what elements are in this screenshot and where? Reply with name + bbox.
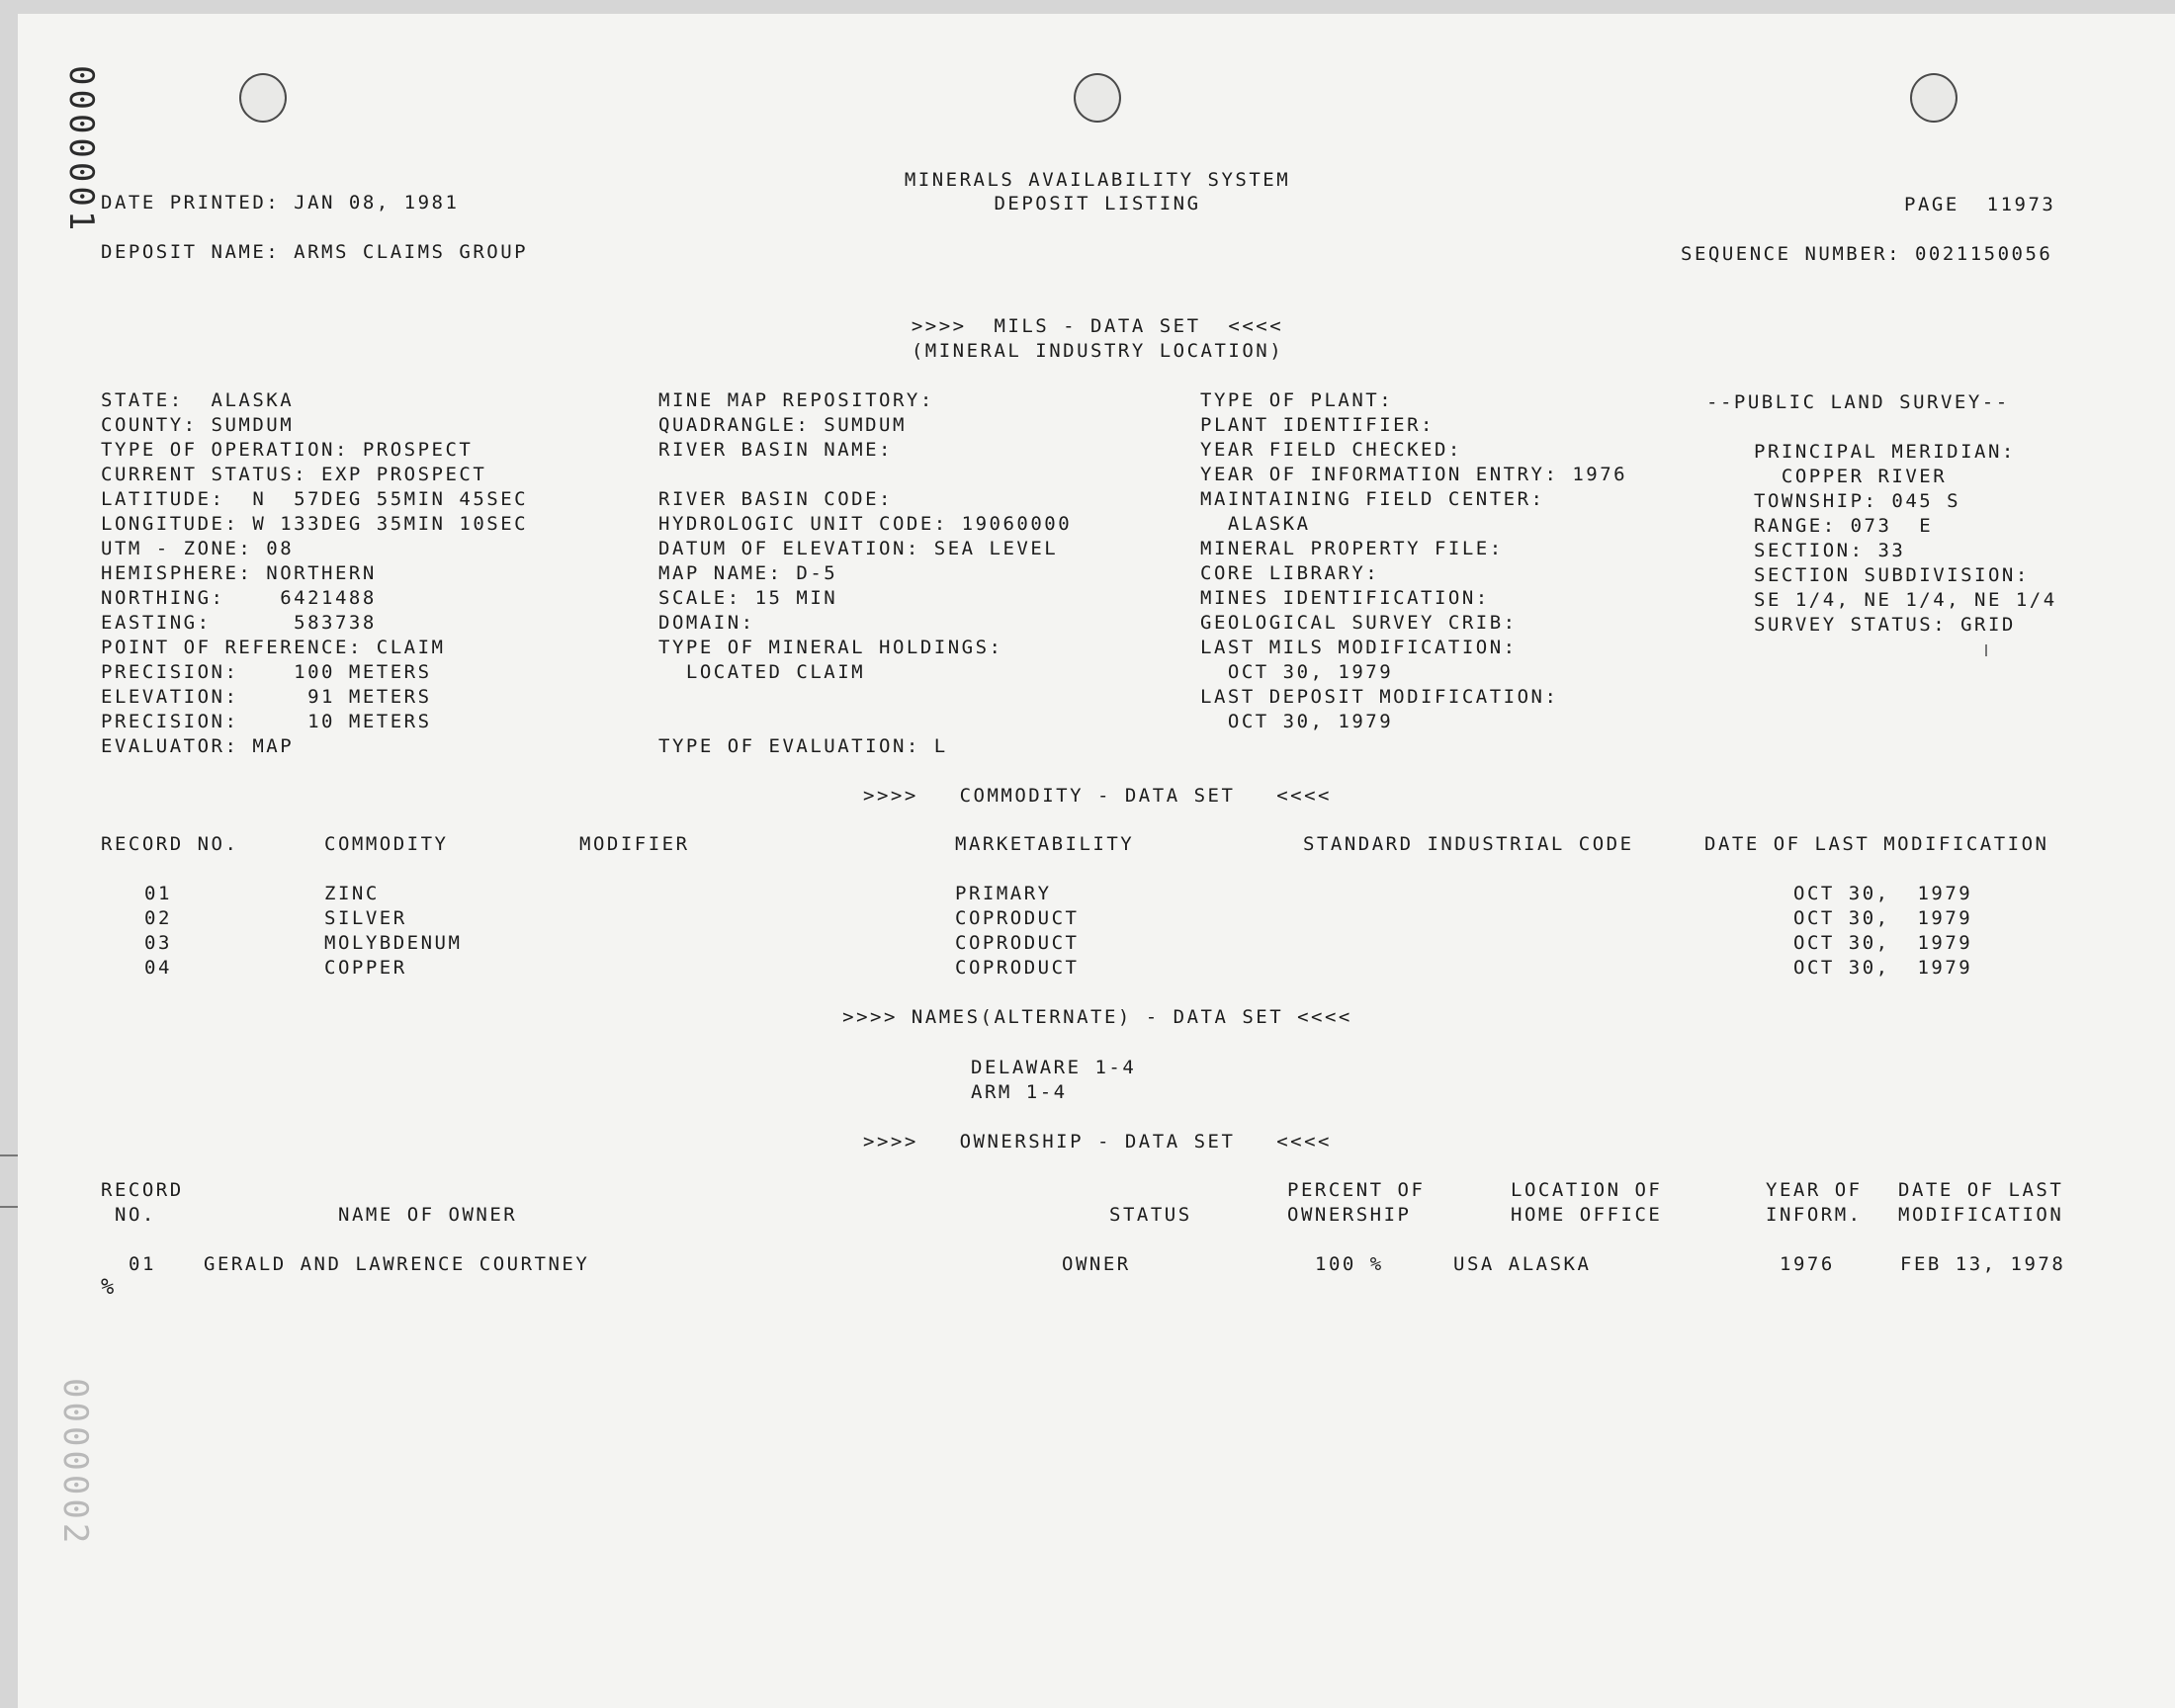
col-modification: MODIFICATION xyxy=(1898,1204,2064,1226)
col-percent-of: PERCENT OF xyxy=(1287,1179,1426,1201)
year-of-information-entry-field: YEAR OF INFORMATION ENTRY: 1976 xyxy=(1200,464,1628,485)
record-no-cell: 01 xyxy=(144,883,172,904)
date-cell: OCT 30, 1979 xyxy=(1793,883,1973,904)
col-record-no: NO. xyxy=(115,1204,156,1226)
mineral-holdings-value: LOCATED CLAIM xyxy=(658,661,866,683)
public-land-survey-title: --PUBLIC LAND SURVEY-- xyxy=(1706,391,2010,413)
hemisphere-field: HEMISPHERE: NORTHERN xyxy=(101,562,377,584)
deposit-name: DEPOSIT NAME: ARMS CLAIMS GROUP xyxy=(101,241,529,263)
mines-identification-field: MINES IDENTIFICATION: xyxy=(1200,587,1490,609)
record-no-cell: 01 xyxy=(129,1253,156,1275)
col-date-of-last: DATE OF LAST xyxy=(1898,1179,2064,1201)
stray-mark xyxy=(1985,644,1987,656)
mils-section-subtitle: (MINERAL INDUSTRY LOCATION) xyxy=(911,340,1284,362)
elevation-field: ELEVATION: 91 METERS xyxy=(101,686,432,708)
mils-section-title: >>>> MILS - DATA SET <<<< xyxy=(911,315,1284,337)
datum-of-elevation-field: DATUM OF ELEVATION: SEA LEVEL xyxy=(658,538,1059,559)
evaluator-field: EVALUATOR: MAP xyxy=(101,735,295,757)
survey-status-field: SURVEY STATUS: GRID xyxy=(1754,614,2016,636)
mineral-holdings-field: TYPE OF MINERAL HOLDINGS: xyxy=(658,637,1003,658)
col-name-of-owner: NAME OF OWNER xyxy=(338,1204,518,1226)
commodity-cell: ZINC xyxy=(324,883,380,904)
col-location-of: LOCATION OF xyxy=(1511,1179,1663,1201)
commodity-cell: MOLYBDENUM xyxy=(324,932,463,954)
page-number: PAGE 11973 xyxy=(1904,194,2056,215)
section-subdivision-value: SE 1/4, NE 1/4, NE 1/4 xyxy=(1754,589,2057,611)
ownership-section-title: >>>> OWNERSHIP - DATA SET <<<< xyxy=(863,1131,1332,1153)
plant-identifier-field: PLANT IDENTIFIER: xyxy=(1200,414,1435,436)
mineral-property-file-field: MINERAL PROPERTY FILE: xyxy=(1200,538,1504,559)
home-office-cell: USA ALASKA xyxy=(1453,1253,1592,1275)
year-field-checked-field: YEAR FIELD CHECKED: xyxy=(1200,439,1462,461)
section-subdivision-field: SECTION SUBDIVISION: xyxy=(1754,564,2030,586)
type-of-operation-field: TYPE OF OPERATION: PROSPECT xyxy=(101,439,474,461)
last-deposit-modification-value: OCT 30, 1979 xyxy=(1200,711,1394,732)
system-title: MINERALS AVAILABILITY SYSTEM xyxy=(904,169,1291,191)
maintaining-field-center-value: ALASKA xyxy=(1200,513,1311,535)
principal-meridian-field: PRINCIPAL MERIDIAN: xyxy=(1754,441,2016,463)
sequence-number: SEQUENCE NUMBER: 0021150056 xyxy=(1681,243,2053,265)
type-of-evaluation-field: TYPE OF EVALUATION: L xyxy=(658,735,948,757)
type-of-plant-field: TYPE OF PLANT: xyxy=(1200,389,1394,411)
scale-field: SCALE: 15 MIN xyxy=(658,587,838,609)
col-record: RECORD xyxy=(101,1179,184,1201)
col-marketability: MARKETABILITY xyxy=(955,833,1135,855)
end-of-record-mark: % xyxy=(101,1275,115,1300)
col-inform: INFORM. xyxy=(1766,1204,1863,1226)
map-name-field: MAP NAME: D-5 xyxy=(658,562,838,584)
record-no-cell: 04 xyxy=(144,957,172,979)
principal-meridian-value: COPPER RIVER xyxy=(1754,466,1948,487)
marketability-cell: COPRODUCT xyxy=(955,907,1080,929)
marketability-cell: COPRODUCT xyxy=(955,932,1080,954)
col-record-no: RECORD NO. xyxy=(101,833,239,855)
alternate-name-item: ARM 1-4 xyxy=(971,1081,1068,1103)
river-basin-code-field: RIVER BASIN CODE: xyxy=(658,488,893,510)
last-deposit-modification-field: LAST DEPOSIT MODIFICATION: xyxy=(1200,686,1559,708)
last-mils-modification-value: OCT 30, 1979 xyxy=(1200,661,1394,683)
col-home-office: HOME OFFICE xyxy=(1511,1204,1663,1226)
listing-title: DEPOSIT LISTING xyxy=(994,193,1201,214)
record-no-cell: 03 xyxy=(144,932,172,954)
col-modifier: MODIFIER xyxy=(579,833,690,855)
quadrangle-field: QUADRANGLE: SUMDUM xyxy=(658,414,907,436)
names-section-title: >>>> NAMES(ALTERNATE) - DATA SET <<<< xyxy=(842,1006,1352,1028)
margin-serial-stamp-faint: 0000002 xyxy=(55,1378,95,1548)
county-field: COUNTY: SUMDUM xyxy=(101,414,295,436)
owner-name-cell: GERALD AND LAWRENCE COURTNEY xyxy=(204,1253,590,1275)
domain-field: DOMAIN: xyxy=(658,612,755,634)
alternate-name-item: DELAWARE 1-4 xyxy=(971,1057,1137,1078)
margin-serial-stamp: 0000001 xyxy=(61,65,101,235)
geological-survey-crib-field: GEOLOGICAL SURVEY CRIB: xyxy=(1200,612,1518,634)
marketability-cell: PRIMARY xyxy=(955,883,1052,904)
date-cell: OCT 30, 1979 xyxy=(1793,957,1973,979)
section-field: SECTION: 33 xyxy=(1754,540,1906,561)
last-modification-cell: FEB 13, 1978 xyxy=(1900,1253,2066,1275)
longitude-field: LONGITUDE: W 133DEG 35MIN 10SEC xyxy=(101,513,529,535)
easting-field: EASTING: 583738 xyxy=(101,612,377,634)
commodity-cell: COPPER xyxy=(324,957,407,979)
col-ownership: OWNERSHIP xyxy=(1287,1204,1412,1226)
latitude-field: LATITUDE: N 57DEG 55MIN 45SEC xyxy=(101,488,529,510)
last-mils-modification-field: LAST MILS MODIFICATION: xyxy=(1200,637,1518,658)
date-cell: OCT 30, 1979 xyxy=(1793,907,1973,929)
date-cell: OCT 30, 1979 xyxy=(1793,932,1973,954)
col-standard-industrial-code: STANDARD INDUSTRIAL CODE xyxy=(1303,833,1634,855)
utm-zone-field: UTM - ZONE: 08 xyxy=(101,538,295,559)
state-field: STATE: ALASKA xyxy=(101,389,295,411)
mine-map-repository-field: MINE MAP REPOSITORY: xyxy=(658,389,934,411)
col-year-of: YEAR OF xyxy=(1766,1179,1863,1201)
date-printed: DATE PRINTED: JAN 08, 1981 xyxy=(101,192,460,214)
percent-cell: 100 % xyxy=(1315,1253,1384,1275)
range-field: RANGE: 073 E xyxy=(1754,515,1934,537)
commodity-cell: SILVER xyxy=(324,907,407,929)
northing-field: NORTHING: 6421488 xyxy=(101,587,377,609)
precision-field: PRECISION: 100 METERS xyxy=(101,661,432,683)
elevation-precision-field: PRECISION: 10 METERS xyxy=(101,711,432,732)
record-no-cell: 02 xyxy=(144,907,172,929)
col-date-of-last-modification: DATE OF LAST MODIFICATION xyxy=(1704,833,2049,855)
core-library-field: CORE LIBRARY: xyxy=(1200,562,1380,584)
point-of-reference-field: POINT OF REFERENCE: CLAIM xyxy=(101,637,446,658)
hydrologic-unit-code-field: HYDROLOGIC UNIT CODE: 19060000 xyxy=(658,513,1073,535)
col-status: STATUS xyxy=(1109,1204,1192,1226)
owner-status-cell: OWNER xyxy=(1062,1253,1131,1275)
marketability-cell: COPRODUCT xyxy=(955,957,1080,979)
col-commodity: COMMODITY xyxy=(324,833,449,855)
township-field: TOWNSHIP: 045 S xyxy=(1754,490,1961,512)
year-cell: 1976 xyxy=(1780,1253,1835,1275)
maintaining-field-center-field: MAINTAINING FIELD CENTER: xyxy=(1200,488,1545,510)
commodity-section-title: >>>> COMMODITY - DATA SET <<<< xyxy=(863,785,1332,807)
river-basin-name-field: RIVER BASIN NAME: xyxy=(658,439,893,461)
current-status-field: CURRENT STATUS: EXP PROSPECT xyxy=(101,464,487,485)
